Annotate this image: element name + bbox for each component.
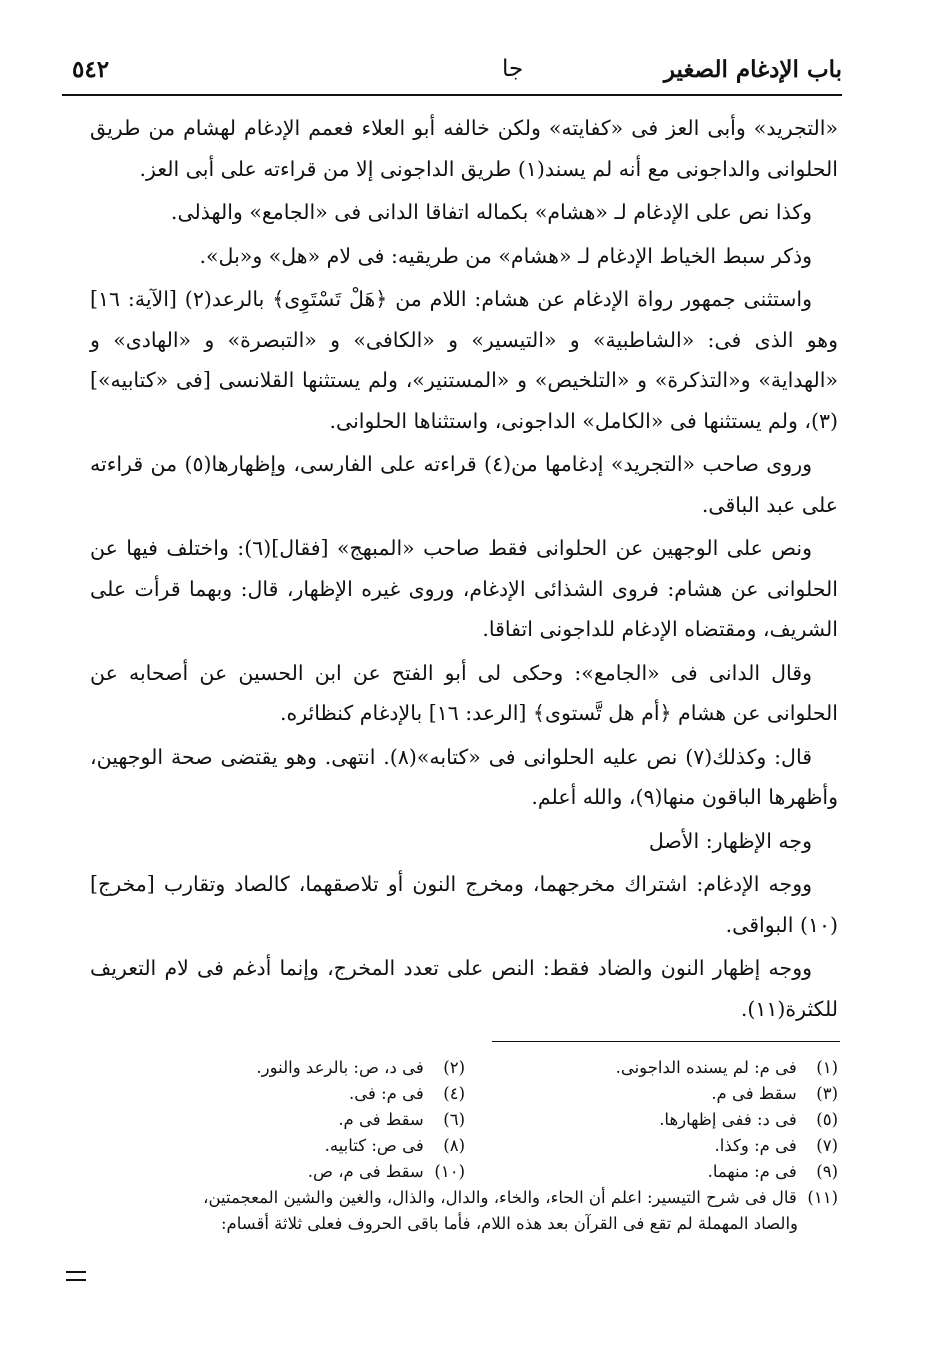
footnote-number: (٥) <box>816 1110 838 1129</box>
paragraph-2: وكذا نص على الإدغام لـ «هشام» بكماله اتفاقا الدانى فى «الجامع» والهذلى. <box>170 200 812 224</box>
footnote-number: (٨) <box>443 1136 465 1155</box>
paragraph-3: وذكر سبط الخياط الإدغام لـ «هشام» من طريقيه: فى لام «هل» و«بل». <box>199 243 812 268</box>
footnotes <box>92 1055 838 1237</box>
footnote-text: سقط فى م. <box>338 1110 424 1129</box>
footnote-number: (٦) <box>443 1110 465 1129</box>
footnote-9 <box>465 1159 838 1185</box>
volume-number: جا <box>502 56 524 82</box>
footnote-number: (٣) <box>816 1084 838 1103</box>
chapter-title: باب الإدغام الصغير <box>663 56 842 83</box>
footnote-row <box>92 1133 838 1159</box>
footnote-row <box>92 1055 838 1081</box>
main-text <box>90 108 838 1032</box>
margin-mark <box>66 1271 86 1281</box>
footnote-text: فى د، ص: بالرعد والنور. <box>256 1058 424 1077</box>
footnote-text: سقط فى م، ص. <box>307 1162 424 1181</box>
footnote-text: فى د: ففى إظهارها. <box>659 1110 797 1129</box>
paragraph-7: وقال الدانى فى «الجامع»: وحكى لى أبو الفتح عن ابن الحسين عن أصحابه عن الحلوانى عن هشام ﴿أم هل تَّستوى﴾ [الرعد: ١٦] بالإدغام كنظائره. <box>90 660 838 725</box>
footnote-7 <box>465 1133 838 1159</box>
footnote-row <box>92 1159 838 1185</box>
footnote-2 <box>92 1055 465 1081</box>
footnote-5 <box>465 1107 838 1133</box>
footnote-text: فى م: وكذا. <box>714 1136 797 1155</box>
footnote-number: (٧) <box>816 1136 838 1155</box>
footnote-11 <box>92 1185 838 1237</box>
footnote-number: (١١) <box>807 1188 838 1207</box>
footnote-number: (١) <box>816 1058 838 1077</box>
footnote-1 <box>465 1055 838 1081</box>
paragraph-6: ونص على الوجهين عن الحلوانى فقط صاحب «المبهج» [فقال](٦): واختلف فيها عن الحلوانى عن هشام: فروى الشذائى الإدغام، وروى غيره الإظهار، قال: وبهما قرأت على الشريف، ومقتضاه الإدغام للداجونى اتفاقا. <box>90 536 838 641</box>
footnote-text: فى ص: كتابيه. <box>324 1136 424 1155</box>
footnote-3 <box>465 1081 838 1107</box>
footnote-4 <box>92 1081 465 1107</box>
page-number: ٥٤٢ <box>72 56 110 83</box>
footnote-text: فى م: فى. <box>348 1084 424 1103</box>
paragraph-9: وجه الإظهار: الأصل <box>648 828 812 853</box>
footnote-number: (٢) <box>443 1058 465 1077</box>
footnote-text: فى م: لم يسنده الداجونى. <box>615 1058 797 1077</box>
footnote-text: سقط فى م. <box>711 1084 797 1103</box>
footnote-number: (١٠) <box>434 1162 465 1181</box>
paragraph-8: قال: وكذلك(٧) نص عليه الحلوانى فى «كتابه»(٨). انتهى. وهو يقتضى صحة الوجهين، وأظهرها الباقون منها(٩)، والله أعلم. <box>90 744 838 809</box>
paragraph-1: «التجريد» وأبى العز فى «كفايته» ولكن خالفه أبو العلاء فعمم الإدغام لهشام من طريق الحلوانى والداجونى مع أنه لم يسند(١) طريق الداجونى إلا من قراءته على أبى العز. <box>90 116 838 181</box>
footnote-text: فى م: منهما. <box>707 1162 797 1181</box>
paragraph-4: واستثنى جمهور رواة الإدغام عن هشام: اللام من ﴿هَلْ تَسْتَوِى﴾ بالرعد(٢) [الآية: ١٦] وهو الذى فى: «الشاطبية» و «التيسير» و «الكافى» و «التبصرة» و «الهادى» و «الهداية» و«التذكرة» و «التلخيص» و «المستنير»، ولم يستثنها القلانسى [فى «كتابيه»](٣)، ولم يستثنها فى «الكامل» الداجونى، واستثناها الحلوانى. <box>90 287 838 433</box>
paragraph-5: وروى صاحب «التجريد» إدغامها من(٤) قراءته على الفارسى، وإظهارها(٥) من قراءته على عبد الباقى. <box>90 452 838 517</box>
footnote-number: (٤) <box>443 1084 465 1103</box>
footnote-6 <box>92 1107 465 1133</box>
footnote-row <box>92 1081 838 1107</box>
paragraph-10: ووجه الإدغام: اشتراك مخرجهما، ومخرج النون أو تلاصقهما، كالصاد وتقارب [مخرج](١٠) البواقى. <box>90 872 838 937</box>
footnote-row <box>92 1107 838 1133</box>
running-header <box>62 50 842 96</box>
footnote-number: (٩) <box>816 1162 838 1181</box>
footnote-10 <box>92 1159 465 1185</box>
footnote-8 <box>92 1133 465 1159</box>
footnote-text-line-1: قال فى شرح التيسير: اعلم أن الحاء، والخاء، والدال، والذال، والغين والشين المعجمتين، <box>203 1188 797 1207</box>
footnote-divider <box>492 1041 840 1042</box>
paragraph-11: ووجه إظهار النون والضاد فقط: النص على تعدد المخرج، وإنما أدغم فى لام التعريف للكثرة(١١). <box>90 956 838 1021</box>
footnote-text-line-2: والصاد المهملة لم تقع فى القرآن بعد هذه اللام، فأما باقى الحروف فعلى ثلاثة أقسام: <box>220 1214 798 1233</box>
